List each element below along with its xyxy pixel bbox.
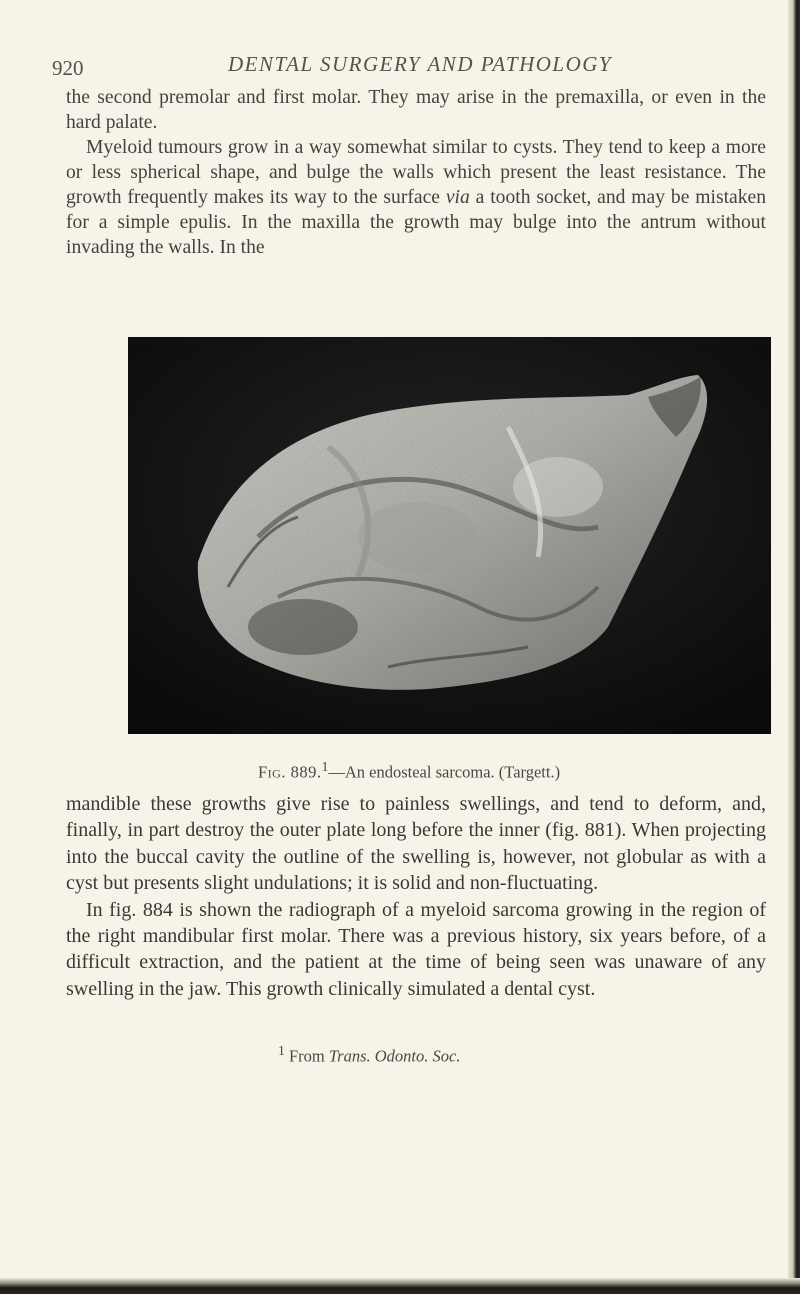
footnote-prefix: From xyxy=(284,1046,329,1066)
page-edge-shadow xyxy=(788,0,800,1294)
caption-footnote-mark: 1 xyxy=(321,759,329,774)
lower-paragraph-1: mandible these growths give rise to painless swellings, and tend to deform, and, finally, in part destroy the outer plate long before the inner (fig. 881). When projecting into the buccal cavity the outline of the swelling is, however, not globular as with a cyst but presents slight undulations; it is solid and non-fluctuating. xyxy=(66,793,766,895)
lower-paragraph-2: In fig. 884 is shown the radiograph of a myeloid sarcoma growing in the region of the right mandibular first molar. There was a previous history, six years before, of a difficult extraction, and the patient at the time of being seen was unaware of any swelling in the jaw. This growth clinically simulated a dental cyst. xyxy=(66,898,766,1000)
page-number: 920 xyxy=(52,56,84,80)
intro-paragraph-1: the second premolar and first molar. They may arise in the premaxilla, or even in the hard palate. xyxy=(66,87,766,133)
lower-text xyxy=(66,791,766,1002)
footnote xyxy=(278,1043,460,1067)
running-header xyxy=(52,50,752,84)
intro-p2-italic: via xyxy=(445,187,470,208)
figure-label: Fig. 889. xyxy=(258,762,322,782)
sarcoma-specimen-image xyxy=(128,337,771,734)
footnote-mark: 1 xyxy=(278,1043,285,1058)
intro-p2-after: a tooth socket, and may be mistaken for a simple epulis. In the maxilla the growth may bulge into the antrum without invading the walls. In the xyxy=(66,187,766,258)
running-title: DENTAL SURGERY AND PATHOLOGY xyxy=(228,52,613,76)
figure-caption xyxy=(258,759,560,783)
bottom-edge-shadow xyxy=(0,1278,800,1294)
intro-text xyxy=(66,85,766,260)
caption-text: —An endosteal sarcoma. (Targett.) xyxy=(328,762,561,782)
intro-p2-before: Myeloid tumours grow in a way somewhat similar to cysts. They tend to keep a more or less spherical shape, and bulge the walls which present the least resistance. The growth frequently makes its way to the surface xyxy=(66,137,766,208)
intro-paragraph-2 xyxy=(66,135,766,260)
figure-photograph xyxy=(128,337,771,734)
footnote-source: Trans. Odonto. Soc. xyxy=(328,1046,461,1066)
